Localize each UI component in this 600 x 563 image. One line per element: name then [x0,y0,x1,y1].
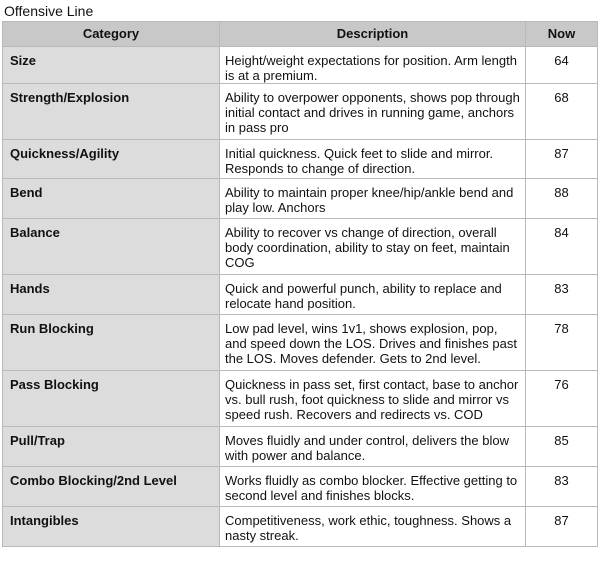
table-row [3,84,598,140]
description-cell: Initial quickness. Quick feet to slide and mirror. Responds to change of direction. [220,140,526,179]
category-cell: Hands [3,275,220,315]
description-cell: Ability to maintain proper knee/hip/ankle bend and play low. Anchors [220,179,526,219]
description-cell: Moves fluidly and under control, delivers the blow with power and balance. [220,427,526,467]
category-cell: Pass Blocking [3,371,220,427]
table-row [3,47,598,84]
category-cell: Quickness/Agility [3,140,220,179]
now-score-cell: 83 [526,275,598,315]
table-row [3,315,598,371]
now-score-cell: 83 [526,467,598,507]
now-score-cell: 87 [526,507,598,547]
description-cell: Competitiveness, work ethic, toughness. Shows a nasty streak. [220,507,526,547]
now-score-cell: 84 [526,219,598,275]
category-cell: Intangibles [3,507,220,547]
now-score-cell: 76 [526,371,598,427]
table-row [3,467,598,507]
table-row [3,507,598,547]
category-cell: Bend [3,179,220,219]
category-cell: Run Blocking [3,315,220,371]
header-description: Description [220,22,526,47]
now-score-cell: 68 [526,84,598,140]
now-score-cell: 78 [526,315,598,371]
description-cell: Height/weight expectations for position. Arm length is at a premium. [220,47,526,84]
description-cell: Ability to overpower opponents, shows pop through initial contact and drives in running game, anchors in pass pro [220,84,526,140]
header-category: Category [3,22,220,47]
table-row [3,275,598,315]
table-row [3,427,598,467]
category-cell: Size [3,47,220,84]
category-cell: Balance [3,219,220,275]
description-cell: Works fluidly as combo blocker. Effective getting to second level and finishes blocks. [220,467,526,507]
now-score-cell: 85 [526,427,598,467]
now-score-cell: 64 [526,47,598,84]
table-row [3,179,598,219]
description-cell: Quickness in pass set, first contact, base to anchor vs. bull rush, foot quickness to slide and mirror vs speed rush. Recovers and redirects vs. COD [220,371,526,427]
table-row [3,219,598,275]
now-score-cell: 88 [526,179,598,219]
category-cell: Pull/Trap [3,427,220,467]
header-row [3,22,598,47]
description-cell: Low pad level, wins 1v1, shows explosion, pop, and speed down the LOS. Drives and finishes past the LOS. Moves defender. Gets to 2nd level. [220,315,526,371]
header-now: Now [526,22,598,47]
evaluation-table [2,21,598,547]
category-cell: Strength/Explosion [3,84,220,140]
table-header [3,22,598,47]
table-row [3,371,598,427]
description-cell: Ability to recover vs change of direction, overall body coordination, ability to stay on feet, maintain COG [220,219,526,275]
description-cell: Quick and powerful punch, ability to replace and relocate hand position. [220,275,526,315]
category-cell: Combo Blocking/2nd Level [3,467,220,507]
table-body [3,47,598,547]
page-title: Offensive Line [4,3,94,19]
table-row [3,140,598,179]
now-score-cell: 87 [526,140,598,179]
